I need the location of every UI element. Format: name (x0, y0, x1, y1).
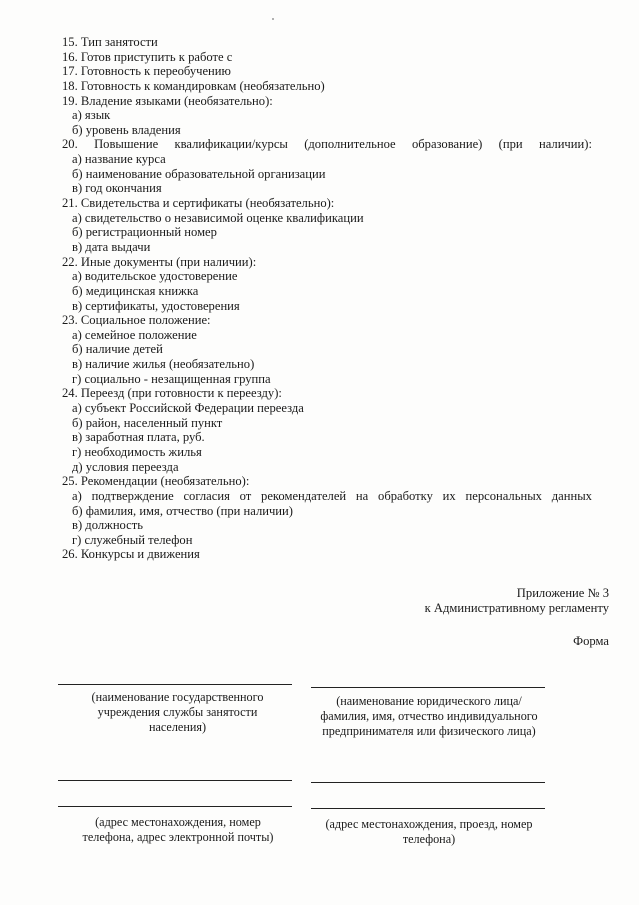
list-subitem: а) субъект Российской Федерации переезда (72, 401, 304, 416)
caption-service-address: (адрес местонахождения, номер телефона, адрес электронной почты) (82, 815, 274, 844)
blank-line-left-middle-2 (58, 806, 292, 807)
caption-legal-entity: (наименование юридического лица/фамилия, имя, отчество индивидуального предпринимателя или физического лица) (320, 694, 538, 738)
scan-speck (272, 18, 274, 20)
blank-line-right-top (311, 687, 545, 688)
appendix-reference: к Административному регламенту (424, 601, 609, 615)
list-subitem: а) семейное положение (72, 327, 197, 342)
list-subitem: в) год окончания (72, 181, 162, 196)
list-item: 23. Социальное положение: (62, 313, 211, 328)
list-item: 22. Иные документы (при наличии): (62, 254, 257, 269)
list-item: 16. Готов приступить к работе с (62, 49, 233, 64)
list-subitem: а) название курса (72, 152, 166, 167)
list-subitem: а) подтверждение согласия от рекомендателей на обработку их персональных данных (72, 488, 592, 503)
list-subitem: б) наличие детей (72, 342, 163, 357)
list-subitem: б) уровень владения (72, 122, 181, 137)
list-subitem: б) медицинская книжка (72, 283, 199, 298)
list-subitem: г) социально - незащищенная группа (72, 371, 271, 386)
list-item: 21. Свидетельства и сертификаты (необязательно): (62, 196, 335, 211)
caption-entity-address: (адрес местонахождения, проезд, номер телефона) (325, 817, 533, 846)
list-subitem: д) условия переезда (72, 459, 179, 474)
list-subitem: б) район, населенный пункт (72, 415, 223, 430)
list-subitem: г) необходимость жилья (72, 444, 202, 459)
list-item: 19. Владение языками (необязательно): (62, 93, 273, 108)
list-subitem: б) наименование образовательной организации (72, 166, 326, 181)
list-subitem: а) свидетельство о независимой оценке квалификации (72, 210, 364, 225)
form-label: Форма (573, 634, 609, 648)
blank-line-right-middle-1 (311, 782, 545, 783)
blank-line-right-middle-2 (311, 808, 545, 809)
requirements-list (62, 35, 592, 562)
blank-line-left-middle-1 (58, 780, 292, 781)
list-subitem: г) служебный телефон (72, 532, 193, 547)
blank-line-left-top (58, 684, 292, 685)
list-subitem: б) фамилия, имя, отчество (при наличии) (72, 503, 293, 518)
appendix-number: Приложение № 3 (516, 586, 609, 600)
list-subitem: в) сертификаты, удостоверения (72, 298, 240, 313)
list-item: 24. Переезд (при готовности к переезду): (62, 386, 282, 401)
list-subitem: а) водительское удостоверение (72, 269, 238, 284)
list-subitem: в) наличие жилья (необязательно) (72, 357, 255, 372)
list-subitem: б) регистрационный номер (72, 225, 217, 240)
list-subitem: в) должность (72, 518, 143, 533)
appendix-header (425, 586, 609, 616)
list-item: 18. Готовность к командировкам (необязательно) (62, 78, 325, 93)
list-item: 26. Конкурсы и движения (62, 547, 200, 562)
list-item: 25. Рекомендации (необязательно): (62, 474, 250, 489)
list-subitem: в) заработная плата, руб. (72, 430, 205, 445)
caption-employment-service: (наименование государственного учреждения службы занятости населения) (91, 690, 264, 734)
list-item: 20. Повышение квалификации/курсы (дополнительное образование) (при наличии): (62, 137, 592, 152)
list-subitem: а) язык (72, 108, 111, 123)
list-item: 15. Тип занятости (62, 35, 158, 49)
list-subitem: в) дата выдачи (72, 239, 151, 254)
list-item: 17. Готовность к переобучению (62, 64, 231, 79)
